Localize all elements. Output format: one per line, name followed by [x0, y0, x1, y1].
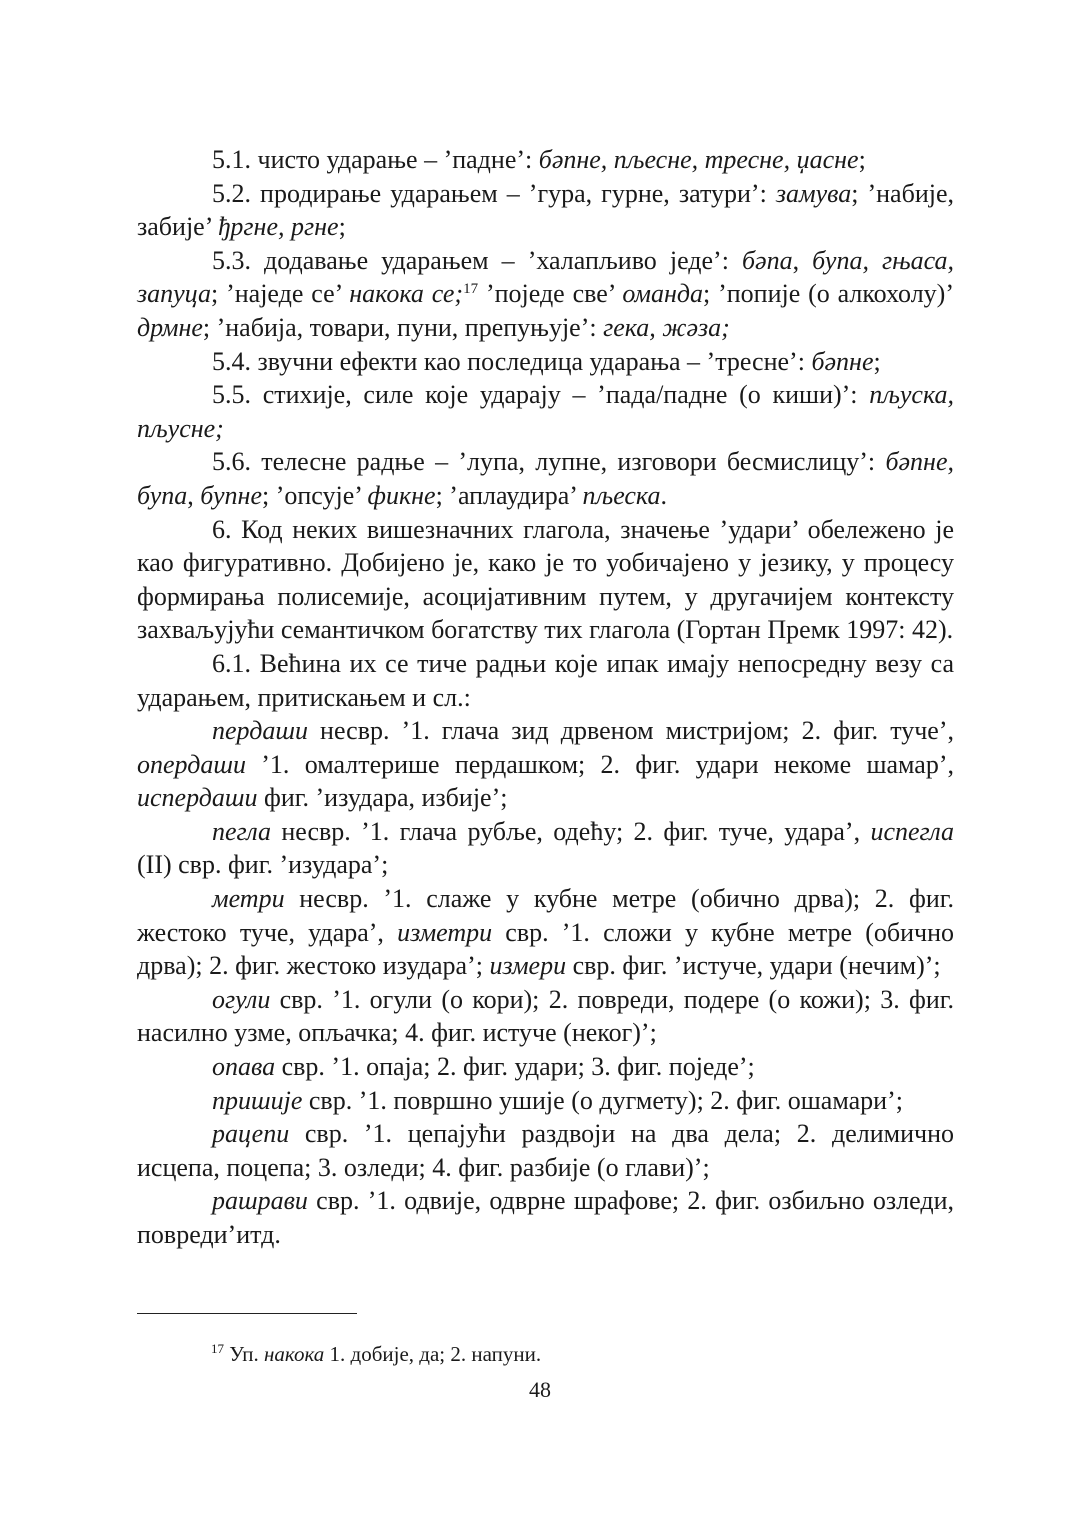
- paragraph-5-3: 5.3. додавање ударањем – ’халапљиво једе’: бәпа, бупа, гњаса, запуца; ’наједе се’ накока се;$^{17}$ ’поједе све’ оманда; ’попије (о алкохолу)’ дрмне; ’набија, товари, пуни, препуњује’: гека, жәза;: [137, 245, 955, 342]
- footnote-divider: [137, 1313, 357, 1314]
- entry-pegla: пегла несвр. ’1. глача рубље, одећу; 2. фиг. туче, удара’, испегла (II) свр. фиг. ’изудара’;: [137, 816, 954, 880]
- paragraph-5-5: 5.5. стихије, силе које ударају – ’пада/падне (о киши)’: пљуска, пљусне;: [137, 380, 954, 443]
- paragraph-5-2: 5.2. продирање ударањем – ’гура, гурне, затури’: замува; ’набије, забије’ ђргне, ргне;: [137, 178, 954, 242]
- paragraph-6-1: 6.1. Већина их се тиче радњи које ипак имају непосредну везу са ударањем, притискањем и сл.:: [137, 648, 954, 712]
- footnote-reference[interactable]: 17: [463, 281, 479, 298]
- entry-racepi: рацепи свр. ’1. цепајући раздвоји на два дела; 2. делимично исцепа, поцепа; 3. озледи; 4. фиг. разбије (о глави)’;: [137, 1119, 954, 1182]
- entry-oguli: огули свр. ’1. огули (о кори); 2. повреди, подере (о кожи); 3. фиг. насилно узме, опљачка; 4. фиг. истуче (неког)’;: [137, 984, 954, 1048]
- entry-prishije: пришије свр. ’1. површно ушије (о дугмету); 2. фиг. ошамари’;: [212, 1085, 903, 1115]
- paragraph-6: 6. Код неких вишезначних глагола, значење ’удари’ обележено је као фигуративно. Добијено је, како је то уобичајено у језику, у процесу формирања полисемије, асоцијативним путем, у другачијем контексту захваљујући семантичком богатству тих глагола (Гортан Премк 1997: 42).: [137, 514, 954, 645]
- paragraph-5-4: 5.4. звучни ефекти као последица ударања – ’тресне’: бәпне;: [212, 346, 881, 376]
- entry-rashravi: рашрави свр. ’1. одвије, одврне шрафове; 2. фиг. озбиљно озледи, повреди’итд.: [137, 1186, 954, 1249]
- footnote: $^{17}$ Уп. накока 1. добије, да; 2. напуни.: [211, 1341, 542, 1366]
- page-body: [137, 143, 954, 1252]
- paragraph-5-1: 5.1. чисто ударање – ’падне’: бәпне, пљесне, тресне, џасне;: [212, 145, 866, 174]
- footnote-number: 17: [211, 1341, 224, 1356]
- entry-metri: метри несвр. ’1. слаже у кубне метре (обично дрва); 2. фиг. жестоко туче, удара’, изметри свр. ’1. сложи у кубне метре (обично дрва); 2. фиг. жестоко изудара’; измери свр. фиг. ’истуче, удари (нечим)’;: [137, 884, 955, 981]
- paragraph-5-6: 5.6. телесне радње – ’лупа, лупне, изговори бесмислицу’: бәпне, бупа, бупне; ’опсује’ фикне; ’аплаудира’ пљеска.: [137, 447, 954, 510]
- page-number: 48: [529, 1377, 551, 1402]
- entry-perdashi: пердаши несвр. ’1. глача зид дрвеном мистријом; 2. фиг. туче’, опердаши ’1. омалтерише пердашком; 2. фиг. удари некоме шамар’, испердаши фиг. ’изудара, избије’;: [137, 716, 954, 813]
- entry-opava: опава свр. ’1. опаја; 2. фиг. удари; 3. фиг. поједе’;: [212, 1052, 755, 1082]
